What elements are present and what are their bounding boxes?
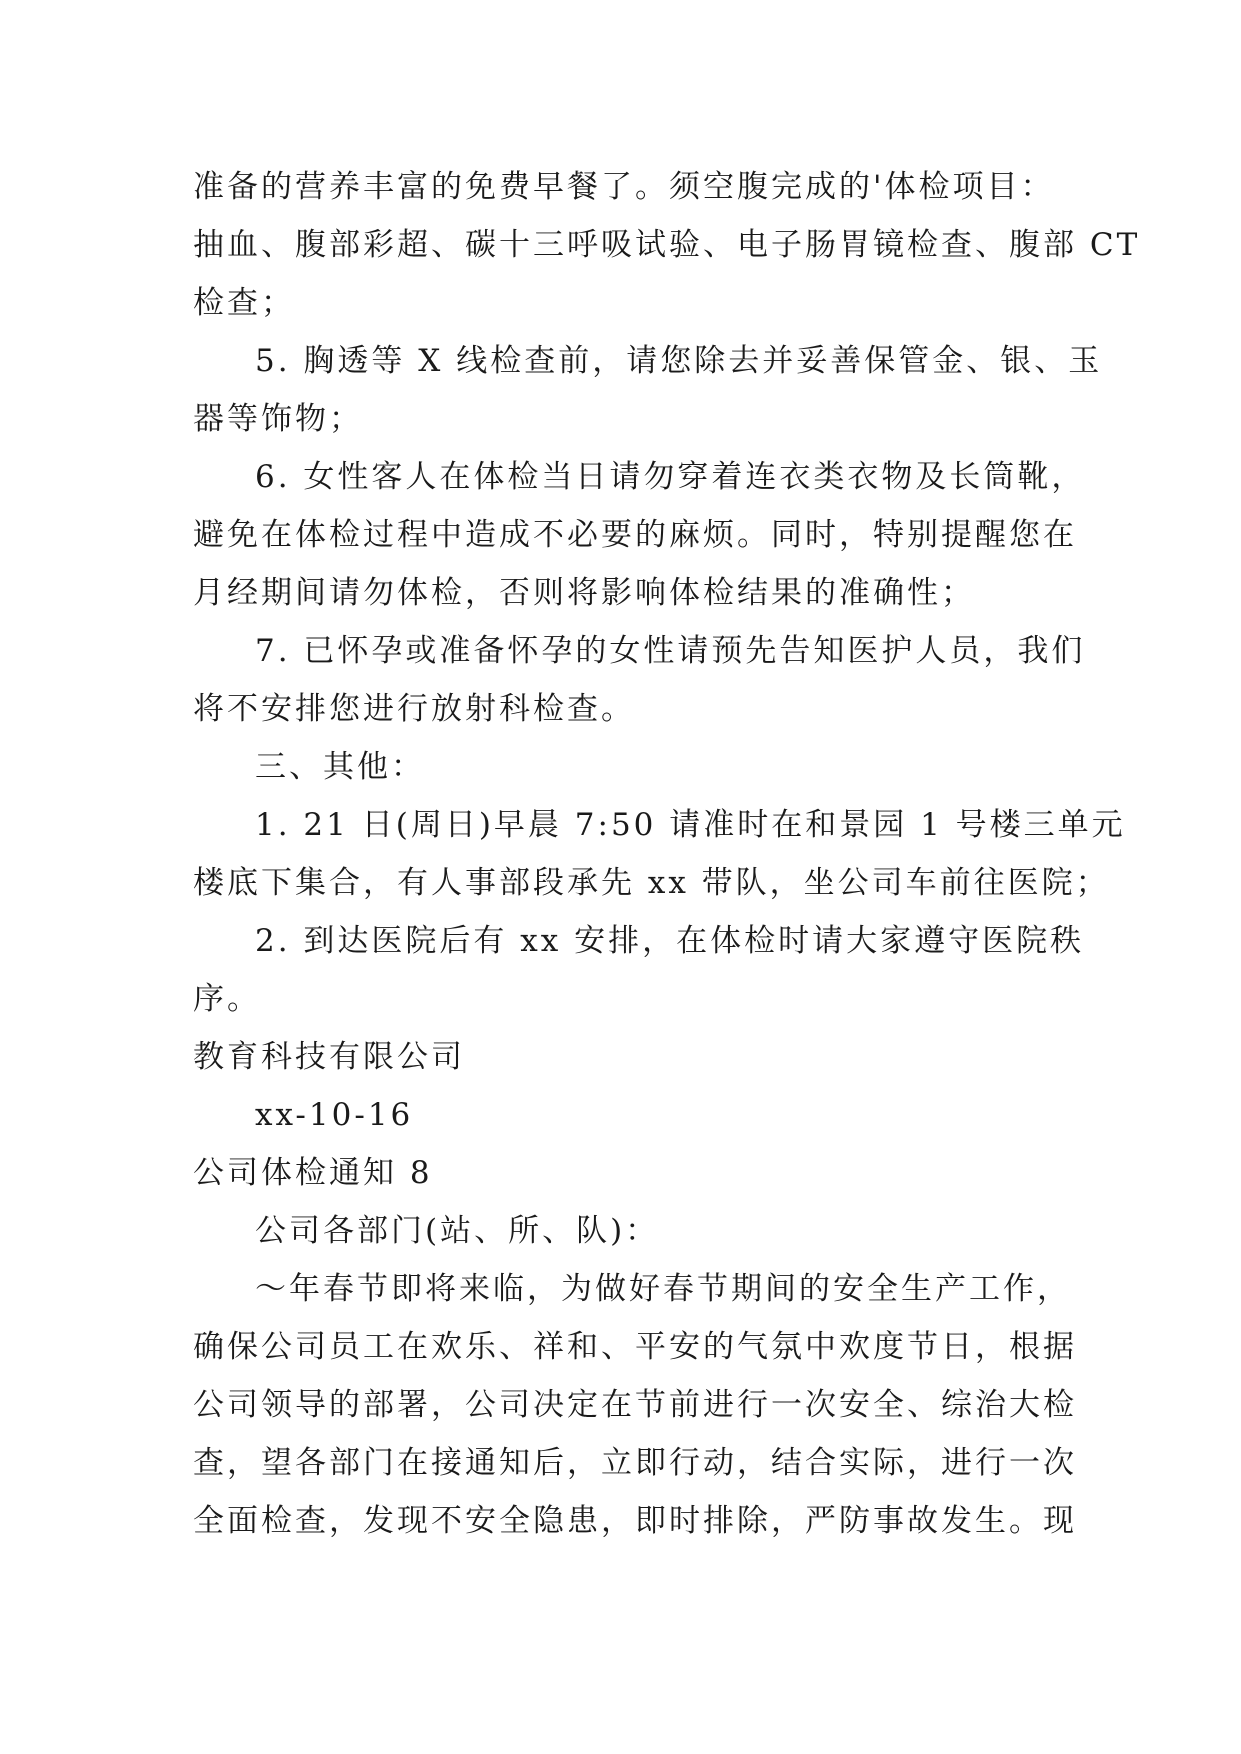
text-line: 5. 胸透等 X 线检查前，请您除去并妥善保管金、银、玉 <box>255 343 1103 379</box>
text-line: 查，望各部门在接通知后，立即行动，结合实际，进行一次 <box>193 1445 1077 1481</box>
text-line: 1. 21 日(周日)早晨 7:50 请准时在和景园 1 号楼三单元 <box>255 807 1126 843</box>
text-line: 2. 到达医院后有 xx 安排，在体检时请大家遵守医院秩 <box>255 923 1085 959</box>
text-line: 检查； <box>193 285 295 321</box>
text-line: 全面检查，发现不安全隐患，即时排除，严防事故发生。现 <box>193 1503 1077 1539</box>
text-line: 公司领导的部署，公司决定在节前进行一次安全、综治大检 <box>193 1387 1077 1423</box>
text-line: 将不安排您进行放射科检查。 <box>193 691 635 727</box>
text-line: 序。 <box>193 981 261 1017</box>
text-line: 器等饰物； <box>193 401 363 437</box>
text-line: 三、其他： <box>255 749 425 785</box>
text-line: 避免在体检过程中造成不必要的麻烦。同时，特别提醒您在 <box>193 517 1077 553</box>
text-line: ～年春节即将来临，为做好春节期间的安全生产工作， <box>255 1271 1071 1307</box>
text-line: 准备的营养丰富的免费早餐了。须空腹完成的'体检项目： <box>193 169 1055 205</box>
text-line: 7. 已怀孕或准备怀孕的女性请预先告知医护人员，我们 <box>255 633 1086 669</box>
text-line: xx-10-16 <box>255 1097 414 1133</box>
text-line: 月经期间请勿体检，否则将影响体检结果的准确性； <box>193 575 975 611</box>
text-line: 公司各部门(站、所、队)： <box>255 1213 660 1249</box>
text-line: 确保公司员工在欢乐、祥和、平安的气氛中欢度节日，根据 <box>193 1329 1077 1365</box>
text-line: 教育科技有限公司 <box>193 1039 465 1075</box>
text-line: 公司体检通知 8 <box>193 1155 433 1191</box>
text-line: 6. 女性客人在体检当日请勿穿着连衣类衣物及长筒靴， <box>255 459 1086 495</box>
text-line: 抽血、腹部彩超、碳十三呼吸试验、电子肠胃镜检查、腹部 CT <box>193 227 1141 263</box>
text-line: 楼底下集合，有人事部段承先 xx 带队，坐公司车前往医院； <box>193 865 1110 901</box>
document-body <box>193 158 1141 1550</box>
